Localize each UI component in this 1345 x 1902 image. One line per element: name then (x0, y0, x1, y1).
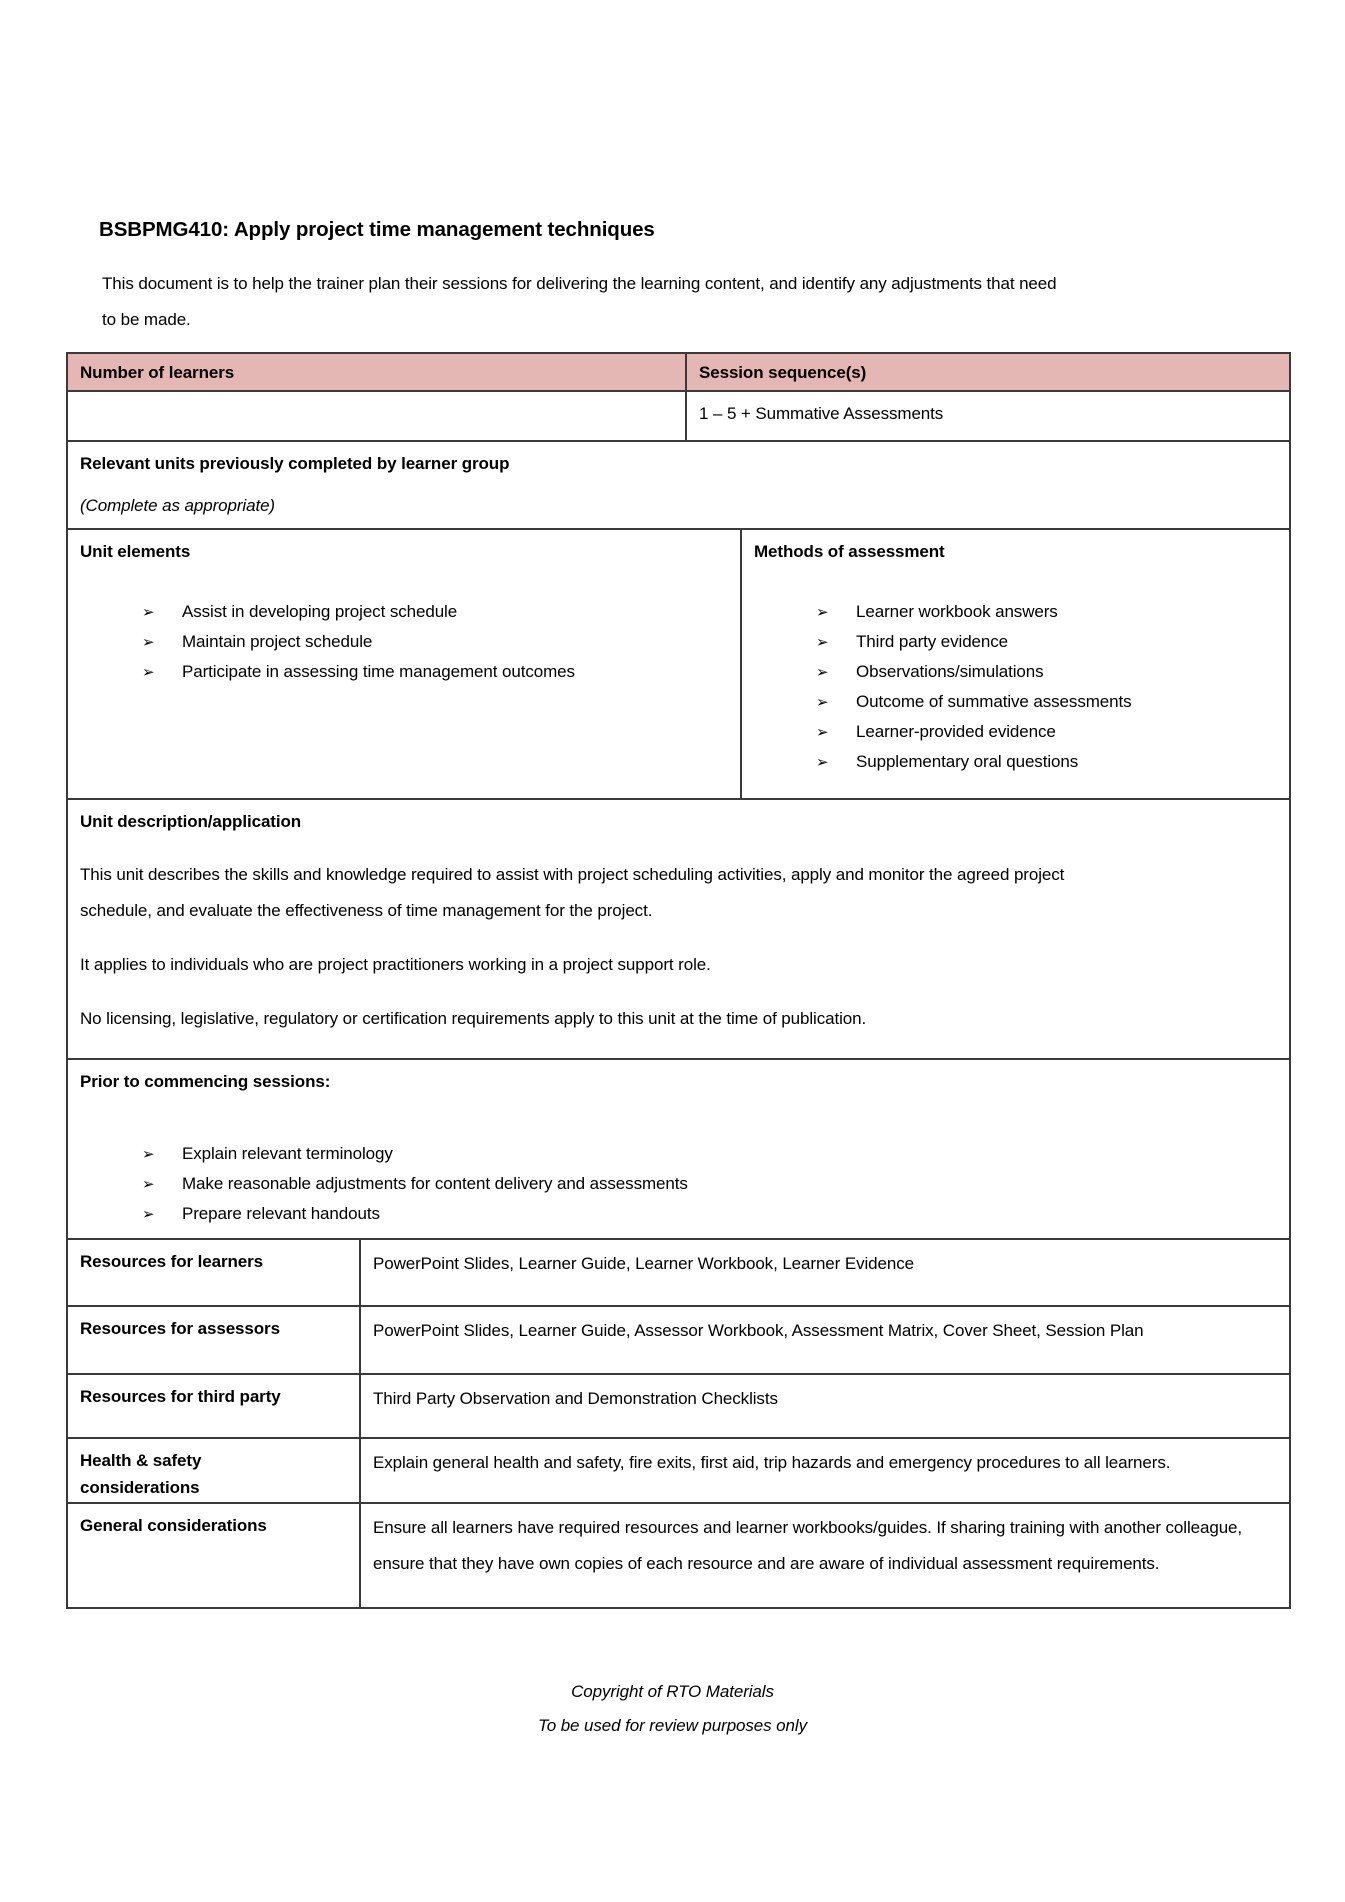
resources-learners-value (359, 1240, 1289, 1305)
bullet-item (754, 657, 1275, 687)
health-safety-value (359, 1439, 1289, 1502)
relevant-units-label: Relevant units previously completed by learner group (80, 454, 510, 473)
prior-sessions-label: Prior to commencing sessions: (80, 1072, 331, 1091)
relevant-units-note: (Complete as appropriate) (80, 496, 275, 515)
resources-third-party-row (68, 1375, 1289, 1439)
arrow-bullet-icon: ➢ (142, 663, 155, 681)
bullet-item (754, 747, 1275, 777)
resources-assessors-row (68, 1307, 1289, 1375)
bullet-item-label: Observations/simulations (856, 662, 1044, 681)
intro-paragraph: This document is to help the trainer plan their sessions for delivering the learning content, and identify any adjustments that need to be made. (102, 274, 1057, 329)
prior-sessions-row (68, 1060, 1289, 1240)
bullet-item-label: Assist in developing project schedule (182, 602, 458, 621)
general-considerations-text: Ensure all learners have required resources and learner workbooks/guides. If sharing training with another colleague, ensure that they have own copies of each resource and are aware of individual assessment requirements. (373, 1518, 1243, 1573)
elements-methods-row (68, 530, 1289, 800)
bullet-item (754, 627, 1275, 657)
bullet-item-label: Explain relevant terminology (182, 1144, 393, 1163)
resources-learners-row (68, 1240, 1289, 1307)
arrow-bullet-icon: ➢ (142, 1205, 155, 1223)
unit-description-paragraph: No licensing, legislative, regulatory or certification requirements apply to this unit at the time of publication. (80, 1009, 867, 1028)
number-of-learners-value (68, 392, 685, 440)
bullet-item (754, 687, 1275, 717)
bullet-item-label: Learner workbook answers (856, 602, 1058, 621)
session-sequence-value: 1 – 5 + Summative Assessments (685, 392, 1289, 440)
resources-assessors-text: PowerPoint Slides, Learner Guide, Assessor Workbook, Assessment Matrix, Cover Sheet, Session Plan (373, 1321, 1144, 1340)
bullet-item (80, 1199, 1275, 1229)
arrow-bullet-icon: ➢ (816, 633, 829, 651)
arrow-bullet-icon: ➢ (142, 1145, 155, 1163)
bullet-item (754, 597, 1275, 627)
page-footer (0, 1675, 1345, 1743)
health-safety-text: Explain general health and safety, fire exits, first aid, trip hazards and emergency procedures to all learners. (373, 1453, 1171, 1472)
health-safety-label: Health & safety considerations (80, 1451, 202, 1497)
unit-description-paragraph: This unit describes the skills and knowledge required to assist with project scheduling activities, apply and monitor the agreed project schedule, and evaluate the effectiveness of time management for the project. (80, 865, 1065, 920)
resources-third-party-text: Third Party Observation and Demonstration Checklists (373, 1389, 778, 1408)
bullet-item (80, 1139, 1275, 1169)
resources-third-party-value (359, 1375, 1289, 1437)
resources-learners-label: Resources for learners (80, 1252, 263, 1271)
bullet-item-label: Third party evidence (856, 632, 1009, 651)
bullet-item (80, 597, 726, 627)
bullet-item-label: Prepare relevant handouts (182, 1204, 380, 1223)
bullet-item-label: Learner-provided evidence (856, 722, 1056, 741)
unit-elements-cell (68, 530, 740, 798)
session-sequence-header: Session sequence(s) (685, 354, 1289, 390)
unit-elements-list (80, 597, 726, 687)
bullet-item (80, 1169, 1275, 1199)
prior-sessions-list (80, 1139, 1275, 1229)
general-considerations-value (359, 1504, 1289, 1607)
bullet-item-label: Participate in assessing time management outcomes (182, 662, 575, 681)
footer-copyright: Copyright of RTO Materials (571, 1682, 774, 1701)
methods-of-assessment-list (754, 597, 1275, 777)
unit-description-paragraph: It applies to individuals who are project practitioners working in a project support role. (80, 955, 711, 974)
arrow-bullet-icon: ➢ (816, 693, 829, 711)
resources-assessors-label: Resources for assessors (80, 1319, 280, 1338)
general-considerations-row (68, 1504, 1289, 1607)
footer-review-note: To be used for review purposes only (538, 1716, 807, 1735)
relevant-units-row (68, 442, 1289, 530)
bullet-item-label: Outcome of summative assessments (856, 692, 1132, 711)
resources-learners-text: PowerPoint Slides, Learner Guide, Learner Workbook, Learner Evidence (373, 1254, 914, 1273)
arrow-bullet-icon: ➢ (142, 633, 155, 651)
methods-of-assessment-cell (740, 530, 1289, 798)
arrow-bullet-icon: ➢ (142, 603, 155, 621)
bullet-item-label: Make reasonable adjustments for content delivery and assessments (182, 1174, 688, 1193)
arrow-bullet-icon: ➢ (816, 663, 829, 681)
unit-description-label: Unit description/application (80, 812, 302, 831)
resources-third-party-label: Resources for third party (80, 1387, 281, 1406)
health-safety-row (68, 1439, 1289, 1504)
bullet-item-label: Maintain project schedule (182, 632, 373, 651)
arrow-bullet-icon: ➢ (816, 603, 829, 621)
bullet-item (80, 627, 726, 657)
number-of-learners-header: Number of learners (80, 363, 235, 382)
bullet-item (80, 657, 726, 687)
page-title: BSBPMG410: Apply project time management techniques (99, 218, 655, 241)
unit-description-row (68, 800, 1289, 1060)
general-considerations-label: General considerations (80, 1516, 267, 1535)
bullet-item (754, 717, 1275, 747)
bullet-item-label: Supplementary oral questions (856, 752, 1079, 771)
arrow-bullet-icon: ➢ (816, 723, 829, 741)
resources-assessors-value (359, 1307, 1289, 1373)
session-plan-table (66, 352, 1291, 1609)
methods-of-assessment-label: Methods of assessment (754, 542, 945, 561)
arrow-bullet-icon: ➢ (142, 1175, 155, 1193)
unit-elements-label: Unit elements (80, 542, 191, 561)
table-header-row (68, 354, 1289, 392)
arrow-bullet-icon: ➢ (816, 753, 829, 771)
table-values-row (68, 392, 1289, 442)
